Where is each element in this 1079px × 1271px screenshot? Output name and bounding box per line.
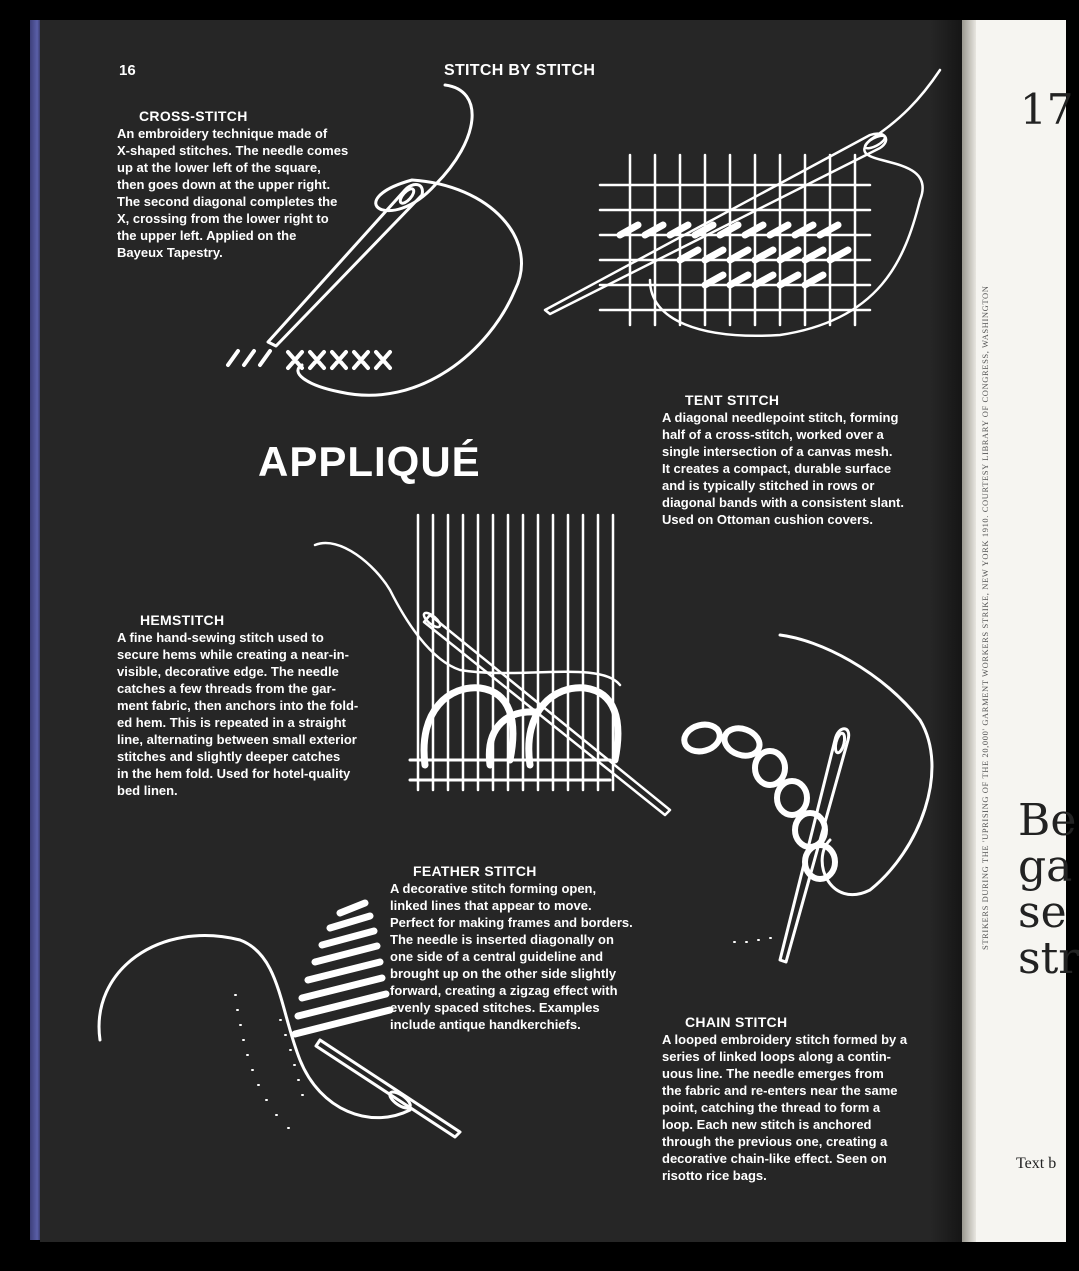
hemstitch-needle bbox=[424, 615, 670, 815]
running-head: STITCH BY STITCH bbox=[444, 62, 596, 79]
tent-stitch-thread bbox=[650, 70, 940, 336]
feather-stitch-heading: FEATHER STITCH bbox=[413, 863, 537, 879]
chain-links bbox=[681, 721, 835, 879]
hemstitch-body: A fine hand-sewing stitch used to secure hems while creating a near-in- visible, decorative edge. The needle catches a few threads from the gar- ment fabric, then anchors into the fold- ed hem. This is repeated in a straight line, alternating between small exterior stitches and slightly deeper catches in the hem fold. Used for hotel-quality bed linen. bbox=[117, 630, 359, 798]
feather-stitch-body: A decorative stitch forming open, linked lines that appear to move. Perfect for making frames and borders. The needle is inserted diagonally on one side of a central guideline and brought up on the other side slightly forward, creating a zigzag effect with evenly spaced stitches. Examples include antique handkerchiefs. bbox=[390, 881, 633, 1032]
section-title: APPLIQUÉ bbox=[258, 438, 481, 485]
page-number: 16 bbox=[119, 62, 136, 79]
cross-stitch-half-row bbox=[228, 351, 270, 365]
chain-stitch-illustration bbox=[780, 635, 932, 962]
chain-stitch-heading: CHAIN STITCH bbox=[685, 1014, 788, 1030]
feather-stitch-bars bbox=[295, 903, 390, 1034]
cross-stitch-body: An embroidery technique made of X-shaped stitches. The needle comes up at the lower left of the square, then goes down at the upper right. The second diagonal completes the X, crossing from the lower right to the upper left. Applied on the Bayeux Tapestry. bbox=[117, 126, 349, 260]
page-gutter-shadow bbox=[962, 20, 976, 1242]
chain-stitch-thread bbox=[780, 635, 932, 895]
chain-dots bbox=[734, 938, 771, 942]
right-headline-fragment: Be ga se str bbox=[1018, 795, 1079, 984]
tent-stitch-body: A diagonal needlepoint stitch, forming half of a cross-stitch, worked over a single intersection of a canvas mesh. It creates a compact, durable surface and is typically stitched in rows or diagonal bands with a consistent slant. Used on Ottoman cushion covers. bbox=[662, 410, 904, 527]
feather-stitch-needle bbox=[316, 1040, 460, 1137]
canvas-mesh bbox=[600, 155, 870, 325]
right-page bbox=[962, 20, 1079, 1242]
left-page bbox=[40, 20, 970, 1242]
hemstitch-heading: HEMSTITCH bbox=[140, 612, 225, 628]
photo-caption: STRIKERS DURING THE 'UPRISING OF THE 20,000' GARMENT WORKERS STRIKE, NEW YORK 1910. COURTESY LIBRARY OF CONGRESS, WASHINGTON bbox=[980, 285, 990, 950]
feather-guide-dots bbox=[235, 995, 303, 1128]
cross-stitch-heading: CROSS-STITCH bbox=[139, 108, 248, 124]
tent-stitch-illustration bbox=[545, 70, 940, 336]
right-text-fragment: Text b bbox=[1016, 1155, 1057, 1172]
chain-stitch-body: A looped embroidery stitch formed by a series of linked loops along a contin- uous line. The needle emerges from the fabric and re-enters near the same point, catching the thread to form a loop. Each new stitch is anchored through the previous one, creating a decorative chain-like effect. Seen on risotto rice bags. bbox=[662, 1032, 908, 1183]
tent-stitch-heading: TENT STITCH bbox=[685, 392, 780, 408]
right-page-number: 17 bbox=[1020, 85, 1074, 134]
